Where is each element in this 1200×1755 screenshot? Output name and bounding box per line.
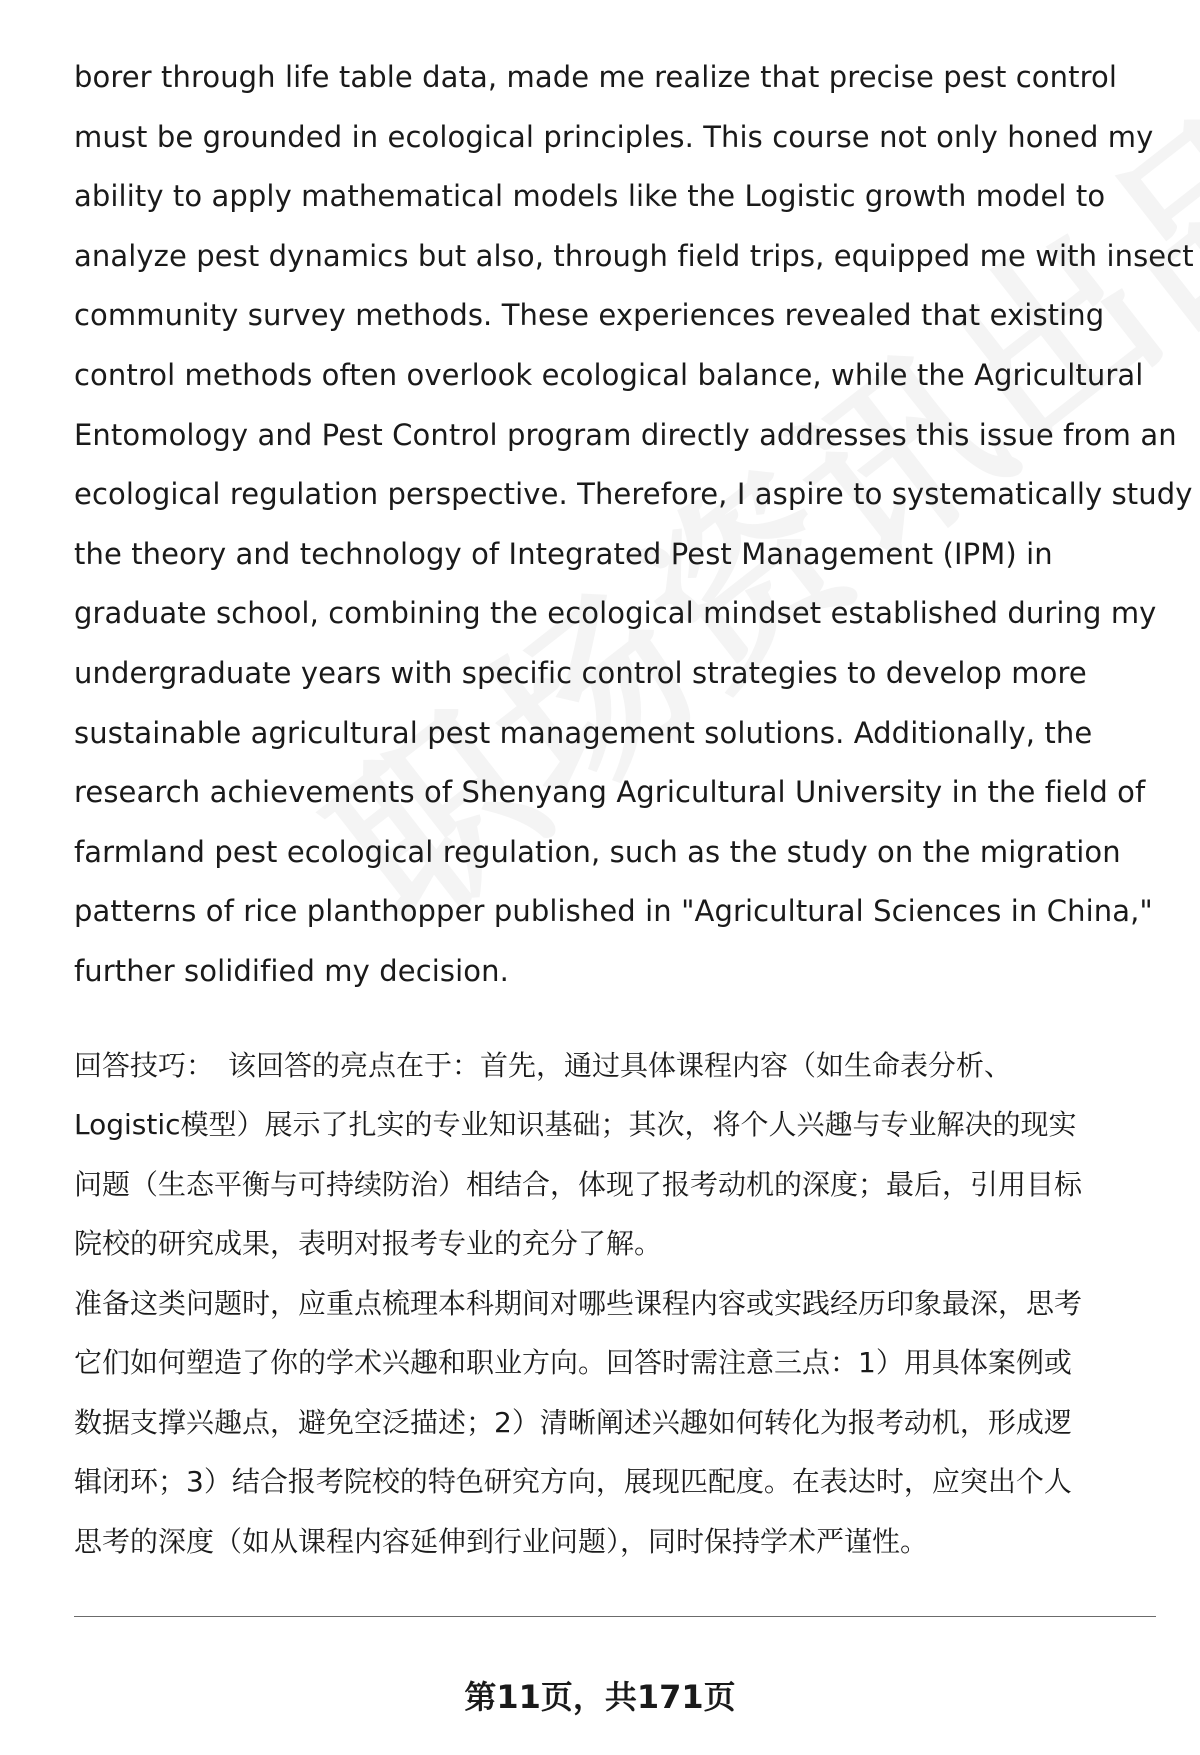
footer-divider	[74, 1616, 1156, 1617]
answer-paragraph	[74, 48, 1194, 1002]
answer-line: Entomology and Pest Control program directly addresses this issue from an	[74, 417, 1177, 452]
tips-line: 院校的研究成果，表明对报考专业的充分了解。	[74, 1227, 663, 1260]
tips-intro-text: 该回答的亮点在于：首先，通过具体课程内容（如生命表分析、	[228, 1048, 1013, 1082]
answer-line: ability to apply mathematical models like the Logistic growth model to	[74, 179, 1106, 214]
page-number: 第11页，共171页	[464, 1678, 736, 1716]
answer-line: further solidified my decision.	[74, 953, 509, 988]
answer-tips	[74, 1036, 1154, 1572]
tips-line: 准备这类问题时，应重点梳理本科期间对哪些课程内容或实践经历印象最深，思考	[74, 1286, 1083, 1320]
answer-line: undergraduate years with specific control strategies to develop more	[74, 655, 1087, 690]
answer-line: the theory and technology of Integrated Pest Management (IPM) in	[74, 536, 1053, 571]
answer-line: borer through life table data, made me realize that precise pest control	[74, 60, 1117, 94]
page-content	[74, 48, 1194, 1571]
tips-line: Logistic模型）展示了扎实的专业知识基础；其次，将个人兴趣与专业解决的现实	[74, 1108, 1077, 1141]
tips-line: 问题（生态平衡与可持续防治）相结合，体现了报考动机的深度；最后，引用目标	[74, 1167, 1083, 1201]
tips-line: 辑闭环；3）结合报考院校的特色研究方向，展现匹配度。在表达时，应突出个人	[74, 1465, 1072, 1498]
answer-line: sustainable agricultural pest management solutions. Additionally, the	[74, 715, 1093, 750]
tips-label: 回答技巧：	[74, 1048, 215, 1082]
answer-line: community survey methods. These experiences revealed that existing	[74, 298, 1105, 333]
answer-line: research achievements of Shenyang Agricultural University in the field of	[74, 775, 1146, 810]
answer-line: control methods often overlook ecological balance, while the Agricultural	[74, 357, 1144, 392]
answer-line: graduate school, combining the ecological mindset established during my	[74, 596, 1157, 631]
tips-line: 它们如何塑造了你的学术兴趣和职业方向。回答时需注意三点：1）用具体案例或	[74, 1346, 1072, 1379]
tips-first-line	[74, 1036, 1154, 1096]
tips-line: 思考的深度（如从课程内容延伸到行业问题），同时保持学术严谨性。	[74, 1524, 929, 1558]
tips-line: 数据支撑兴趣点，避免空泛描述；2）清晰阐述兴趣如何转化为报考动机，形成逻	[74, 1405, 1072, 1439]
answer-line: farmland pest ecological regulation, such as the study on the migration	[74, 834, 1121, 869]
answer-line: ecological regulation perspective. Therefore, I aspire to systematically study	[74, 477, 1193, 512]
answer-line: must be grounded in ecological principles. This course not only honed my	[74, 119, 1154, 154]
answer-line: patterns of rice planthopper published in "Agricultural Sciences in China,"	[74, 894, 1153, 929]
answer-line: analyze pest dynamics but also, through field trips, equipped me with insect	[74, 238, 1194, 273]
